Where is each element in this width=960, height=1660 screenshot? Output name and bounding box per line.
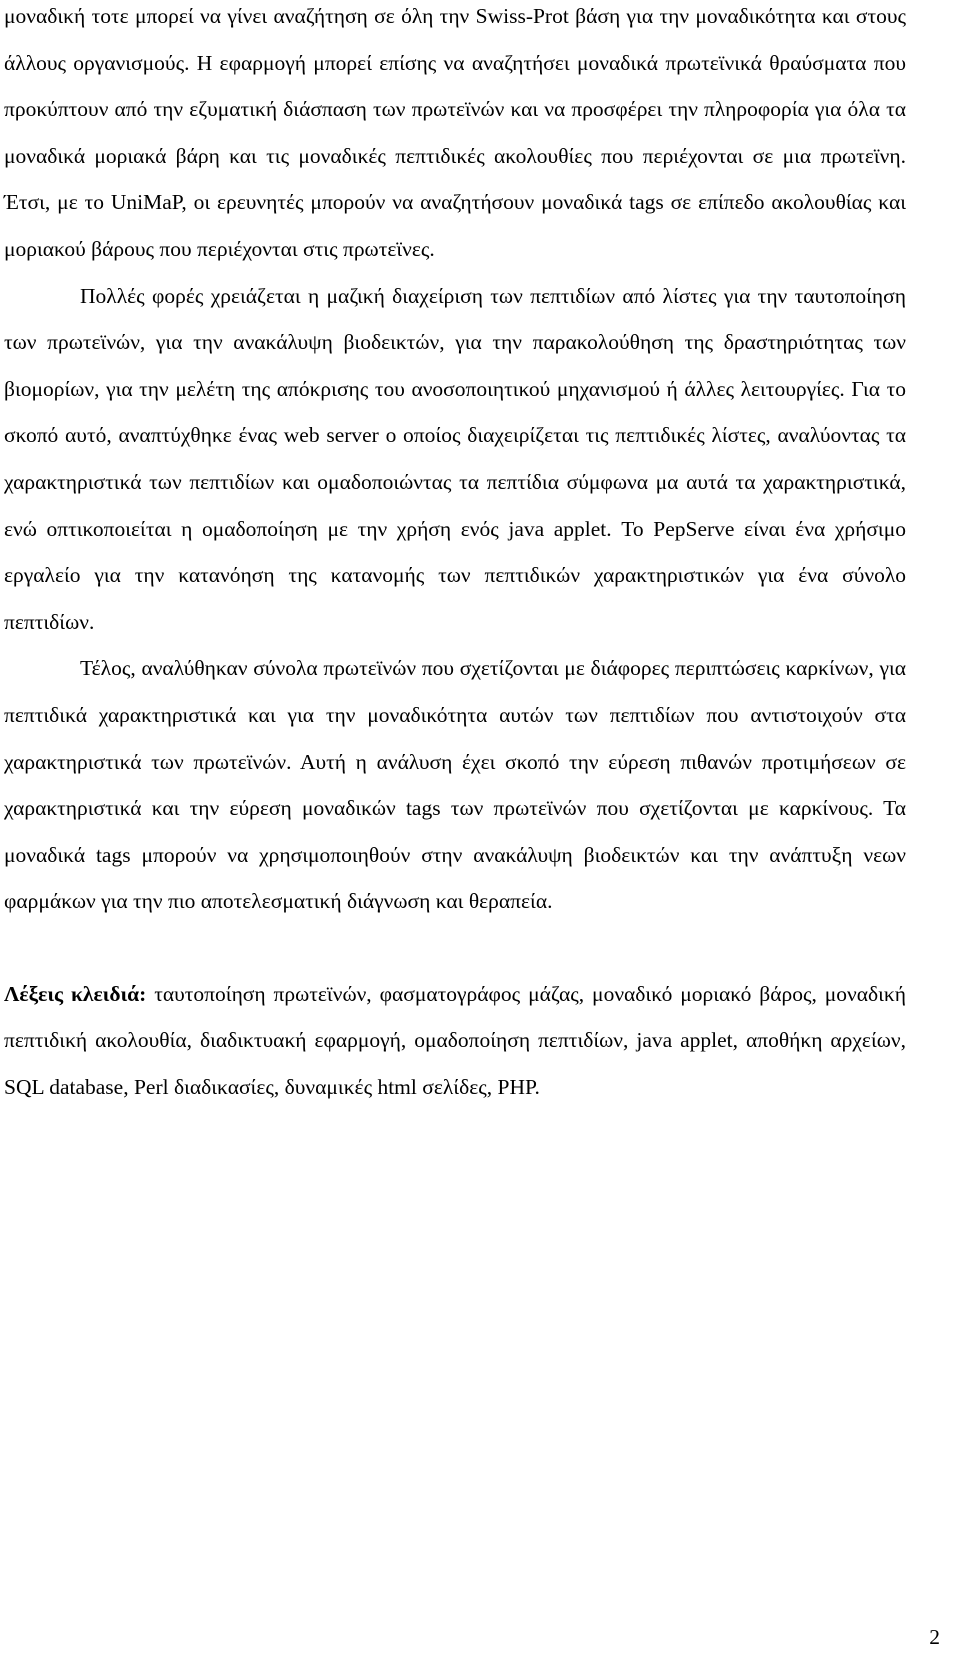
paragraph-unimap: μοναδική τοτε μπορεί να γίνει αναζήτηση σε όλη την Swiss-Prot βάση για την μοναδικότητα και στους άλλους οργανισμούς. Η εφαρμογή μπορεί επίσης να αναζητήσει μοναδικά πρωτεϊνικά θραύσματα που προκύπτουν από την εζυματική διάσπαση των πρωτεϊνών και να προσφέρει την πληροφορία για όλα τα μοναδικά μοριακά βάρη και τις μοναδικές πεπτιδικές ακολουθίες που περιέχονται σε μια πρωτεϊνη. Έτσι, με το UniMaP, οι ερευνητές μπορούν να αναζητήσουν μοναδικά tags σε επίπεδο ακολουθίας και μοριακού βάρους που περιέχονται στις πρωτεϊνες. [4,4,906,261]
page-number: 2 [929,1625,940,1649]
keywords-list: ταυτοποίηση πρωτεϊνών, φασματογράφος μάζας, μοναδικό μοριακό βάρος, μοναδική πεπτιδική ακολουθία, διαδικτυακή εφαρμογή, ομαδοποίηση πεπτιδίων, java applet, αποθήκη αρχείων, SQL database, Perl διαδικασίες, δυναμικές html σελίδες, PHP. [4,981,906,1099]
document-body [4,0,906,1110]
keywords-section [4,971,906,1110]
keywords-label: Λέξεις κλειδιά: [4,981,147,1006]
paragraph-pepserve: Πολλές φορές χρειάζεται η μαζική διαχείριση των πεπτιδίων από λίστες για την ταυτοποίηση των πρωτεϊνών, για την ανακάλυψη βιοδεικτών, για την παρακολούθηση της δραστηριότητας των βιομορίων, για την μελέτη της απόκρισης του ανοσοποιητικού μηχανισμού ή άλλες λειτουργίες. Για το σκοπό αυτό, αναπτύχθηκε ένας web server ο οποίος διαχειρίζεται τις πεπτιδικές λίστες, αναλύοντας τα χαρακτηριστικά των πεπτιδίων και ομαδοποιώντας τα πεπτίδια σύμφωνα μα αυτά τα χαρακτηριστικά, ενώ οπτικοποιείται η ομαδοποίηση με την χρήση ενός java applet. Το PepServe είναι ένα χρήσιμο εργαλείο για την κατανόηση της κατανομής των πεπτιδικών χαρακτηριστικών για ένα σύνολο πεπτιδίων. [4,283,906,634]
paragraph-cancer-analysis: Τέλος, αναλύθηκαν σύνολα πρωτεϊνών που σχετίζονται με διάφορες περιπτώσεις καρκίνων, για πεπτιδικά χαρακτηριστικά και για την μοναδικότητα αυτών των πεπτιδίων που αντιστοιχούν στα χαρακτηριστικά των πρωτεϊνών. Αυτή η ανάλυση έχει σκοπό την εύρεση πιθανών προτιμήσεων σε χαρακτηριστικά και την εύρεση μοναδικών tags των πρωτεϊνών που σχετίζονται με καρκίνους. Τα μοναδικά tags μπορούν να χρησιμοποιηθούν στην ανακάλυψη βιοδεικτών και την ανάπτυξη νεων φαρμάκων για την πιο αποτελεσματική διάγνωση και θεραπεία. [4,656,906,914]
